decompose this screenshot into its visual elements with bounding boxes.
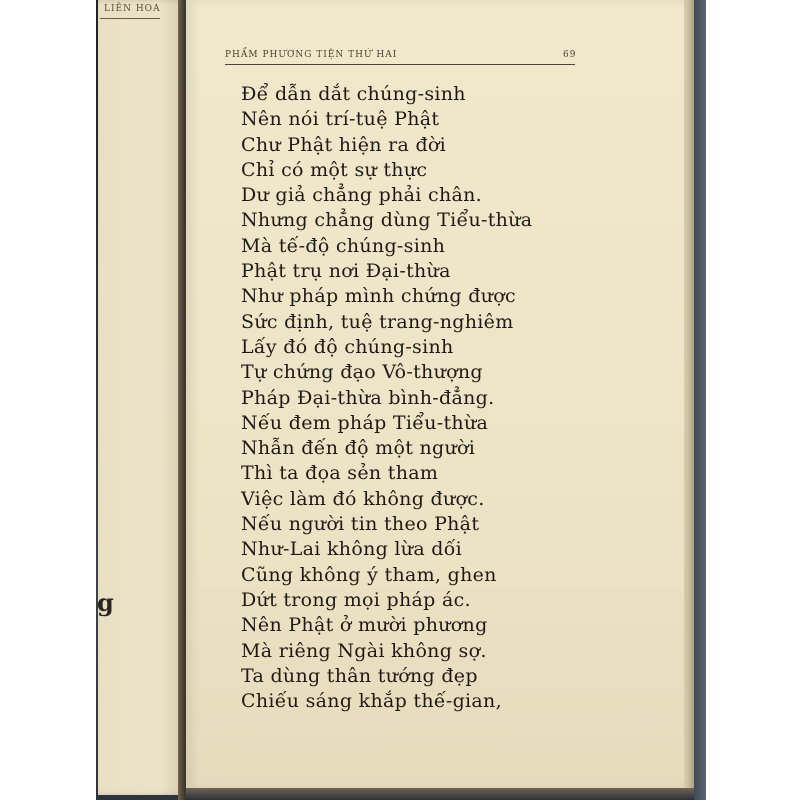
verse-block (241, 82, 571, 714)
verse-line: Như-Lai không lừa dối (241, 538, 463, 561)
left-page-header: LIÊN HOA (104, 4, 161, 14)
verse-line: Phật trụ nơi Đại-thừa (241, 260, 451, 283)
verse-line: Pháp Đại-thừa bình-đẳng. (241, 386, 495, 409)
verse-line: Nên Phật ở mười phương (241, 614, 488, 637)
verse-line: Chiếu sáng khắp thế-gian, (241, 690, 502, 713)
left-page-rule (100, 18, 160, 19)
verse-line: Lấy đó độ chúng-sinh (241, 335, 454, 358)
verse-line: Cũng không ý tham, ghen (241, 563, 497, 586)
bottom-shadow (186, 788, 694, 800)
verse-line: Nhưng chẳng dùng Tiểu-thừa (241, 209, 533, 232)
verse-line: Tự chứng đạo Vô-thượng (241, 361, 483, 384)
verse-line: Nhẫn đến độ một người (241, 437, 476, 460)
header-rule (225, 64, 575, 65)
verse-line: Nên nói trí-tuệ Phật (241, 108, 440, 131)
verse-line: Dứt trong mọi pháp ác. (241, 588, 471, 611)
verse-line: Thì ta đọa sẻn tham (241, 462, 439, 485)
verse-line: Mà riêng Ngài không sợ. (241, 639, 487, 662)
verse-line: Như pháp mình chứng được (241, 285, 516, 308)
verse-line: Để dẫn dắt chúng-sinh (241, 83, 466, 105)
verse-line: Chư Phật hiện ra đời (241, 133, 447, 156)
left-page (98, 0, 188, 795)
verse-line: Nếu người tin theo Phật (241, 513, 480, 536)
chapter-title: PHẨM PHƯƠNG TIỆN THỨ HAI (225, 50, 398, 60)
verse-line: Sức định, tuệ trang-nghiêm (241, 310, 514, 333)
page-edge (684, 0, 694, 790)
verse-line: Ta dùng thân tướng đẹp (241, 664, 478, 687)
verse-line: Việc làm đó không được. (241, 487, 485, 510)
verse-line: Mà tế-độ chúng-sinh (241, 234, 446, 257)
verse-line: Nếu đem pháp Tiểu-thừa (241, 411, 489, 434)
left-page-text-fragment: g (97, 588, 114, 617)
verse-line: Chỉ có một sự thực (241, 158, 428, 181)
page-number: 69 (563, 50, 577, 60)
verse-line: Dư giả chẳng phải chân. (241, 184, 482, 207)
